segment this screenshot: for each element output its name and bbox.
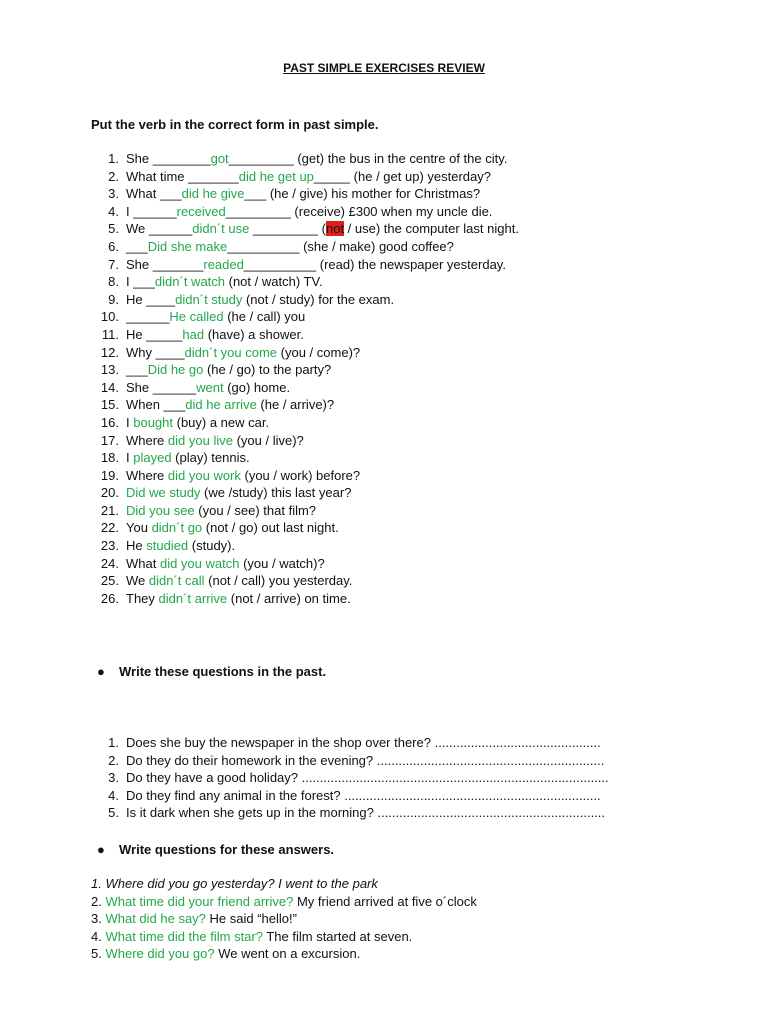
answer-text: didn´t call [148, 573, 205, 589]
item-prefix: I [126, 450, 134, 466]
list-item [91, 590, 519, 608]
item-number: 15. [100, 397, 119, 413]
answer-text: didn´t study [175, 291, 243, 307]
answer-text: had [182, 326, 205, 342]
item-text [126, 555, 325, 573]
item-suffix: _________ (receive) £300 when my uncle die. [225, 203, 493, 219]
list-item [91, 752, 609, 770]
item-prefix: We ______ [126, 221, 193, 237]
item-prefix: We [126, 573, 149, 589]
answer-text: did you live [167, 432, 233, 448]
item-prefix: She ______ [126, 379, 197, 395]
exercise-2-list [91, 734, 609, 822]
answer-question: What time did the film star? [105, 928, 263, 944]
item-text [126, 379, 290, 397]
list-item [91, 555, 519, 573]
answer-text: did you work [167, 467, 241, 483]
item-text [126, 168, 491, 186]
item-text [126, 220, 519, 238]
answer-text: Did you see [126, 502, 195, 518]
item-number: 14. [100, 379, 119, 395]
item-text [126, 256, 506, 274]
item-text [126, 326, 304, 344]
list-item [91, 928, 477, 946]
answer-text: didn´t arrive [158, 590, 228, 606]
item-text [126, 432, 304, 450]
item-prefix: I [126, 414, 134, 430]
item-suffix: _____ (he / get up) yesterday? [313, 168, 491, 184]
highlighted-word: not [325, 221, 345, 237]
example-answer: 1. Where did you go yesterday? I went to the park [91, 876, 378, 891]
item-text [126, 519, 339, 537]
item-text [126, 203, 492, 221]
question-text: Is it dark when she gets up in the morning? ............................................................... [126, 805, 606, 821]
item-text [126, 572, 352, 590]
list-item [91, 910, 477, 928]
item-suffix: (buy) a new car. [173, 414, 270, 430]
item-text [126, 502, 316, 520]
item-number: 5. [108, 221, 119, 237]
item-suffix: __________ (read) the newspaper yesterday. [243, 256, 506, 272]
item-number: 18. [100, 450, 119, 466]
answer-text: Did we study [126, 485, 201, 501]
item-number: 3. [108, 186, 119, 202]
item-suffix: (you / watch)? [239, 555, 325, 571]
item-text [126, 150, 507, 168]
item-suffix: (not / watch) TV. [225, 274, 323, 290]
page-title: PAST SIMPLE EXERCISES REVIEW [283, 61, 485, 75]
answer-text: studied [146, 538, 189, 554]
list-item [91, 238, 519, 256]
list-item [91, 734, 609, 752]
item-number: 1. [108, 735, 119, 750]
item-suffix: (not / study) for the exam. [242, 291, 395, 307]
item-text [126, 291, 394, 309]
answer-text: received [176, 203, 226, 219]
answer-text: did you watch [159, 555, 240, 571]
item-number: 10. [100, 309, 119, 325]
list-item [91, 572, 519, 590]
list-item [91, 769, 609, 787]
item-prefix: What ___ [126, 186, 182, 202]
list-item [91, 150, 519, 168]
exercise-2-heading-text: Write these questions in the past. [119, 664, 327, 679]
item-suffix: __________ (she / make) good coffee? [227, 238, 454, 254]
item-number: 6. [108, 238, 119, 254]
exercise-3-heading [97, 841, 335, 859]
item-suffix: (you / work) before? [240, 467, 361, 483]
item-number: 24. [100, 555, 119, 571]
item-number: 2. [91, 893, 106, 909]
list-item [91, 256, 519, 274]
item-prefix: He ____ [126, 291, 176, 307]
list-item [91, 519, 519, 537]
list-item [91, 893, 477, 911]
item-prefix: Where [126, 467, 168, 483]
exercise-3-list [91, 875, 477, 963]
item-prefix: What [126, 555, 160, 571]
item-text [126, 185, 480, 203]
item-suffix: (not / call) you yesterday. [204, 573, 353, 589]
list-item [91, 787, 609, 805]
item-suffix: (have) a shower. [204, 326, 304, 342]
item-number: 3. [91, 911, 106, 927]
answer-text: He called [169, 309, 224, 325]
item-suffix: (we /study) this last year? [200, 485, 352, 501]
item-suffix: (not / arrive) on time. [227, 590, 351, 606]
item-number: 17. [100, 432, 119, 448]
item-number: 19. [100, 467, 119, 483]
list-item [91, 945, 477, 963]
question-text: Does she buy the newspaper in the shop over there? .............................................. [126, 735, 601, 750]
item-prefix: What time _______ [126, 168, 239, 184]
item-number: 11. [101, 326, 119, 342]
item-prefix: ___ [126, 238, 148, 254]
item-text [126, 537, 235, 555]
item-text [126, 590, 351, 608]
given-answer: My friend arrived at five o´clock [293, 893, 477, 909]
list-item [91, 467, 519, 485]
bullet-icon: ● [97, 664, 105, 679]
item-prefix: ______ [126, 309, 170, 325]
item-suffix: (you / come)? [277, 344, 361, 360]
item-suffix: (he / call) you [223, 309, 306, 325]
item-number: 9. [108, 291, 119, 307]
item-prefix: He [126, 538, 147, 554]
list-item [91, 414, 519, 432]
item-prefix: When ___ [126, 397, 186, 413]
answer-text: didn´t go [151, 520, 203, 536]
answer-question: What did he say? [105, 911, 206, 927]
item-prefix: Why ____ [126, 344, 185, 360]
item-number: 23. [100, 538, 119, 554]
list-item [91, 308, 519, 326]
answer-text: did he arrive [185, 397, 257, 413]
item-prefix: Where [126, 432, 168, 448]
answer-text: Did she make [147, 238, 228, 254]
item-suffix: (study). [188, 538, 236, 554]
item-number: 16. [100, 414, 119, 430]
list-item [91, 449, 519, 467]
bullet-icon: ● [97, 842, 105, 857]
item-number: 13. [100, 362, 119, 378]
item-number: 20. [100, 485, 119, 501]
item-text [126, 484, 351, 502]
item-suffix: (he / go) to the party? [203, 362, 332, 378]
item-number: 7. [108, 256, 119, 272]
answer-text: bought [133, 414, 173, 430]
answer-text: went [196, 379, 224, 395]
given-answer: The film started at seven. [262, 928, 413, 944]
answer-text: got [210, 151, 229, 166]
item-number: 26. [100, 590, 119, 606]
list-item [91, 502, 519, 520]
answer-text: did he get up [238, 168, 314, 184]
item-number: 12. [100, 344, 119, 360]
answer-text: did he give [181, 186, 245, 202]
given-answer: He said “hello!” [205, 911, 297, 927]
question-text: Do they have a good holiday? ..................................................................................... [126, 770, 609, 786]
answer-text: didn´t use [192, 221, 250, 237]
exercise-3-heading-text: Write questions for these answers. [119, 842, 335, 857]
item-text [126, 273, 323, 291]
list-item [91, 291, 519, 309]
list-item [91, 203, 519, 221]
list-item [91, 361, 519, 379]
item-text [126, 396, 334, 414]
exercise-1-heading: Put the verb in the correct form in past simple. [91, 117, 379, 132]
item-prefix: They [126, 590, 159, 606]
item-number: 8. [108, 274, 119, 290]
item-number: 5. [91, 946, 106, 962]
answer-text: didn´t watch [154, 274, 226, 290]
item-number: 1. [108, 151, 119, 166]
item-suffix: (you / live)? [232, 432, 304, 448]
item-number: 22. [100, 520, 119, 536]
answer-question: What time did your friend arrive? [105, 893, 294, 909]
item-number: 21. [100, 502, 119, 518]
item-number: 4. [108, 787, 119, 803]
list-item [91, 273, 519, 291]
list-item [91, 875, 477, 893]
list-item [91, 804, 609, 822]
item-suffix-2: / use) the computer last night. [344, 221, 519, 237]
item-text [126, 414, 269, 432]
list-item [91, 396, 519, 414]
question-text: Do they do their homework in the evening? ............................................................... [126, 752, 605, 768]
item-prefix: I ______ [126, 203, 177, 219]
item-text [126, 308, 305, 326]
given-answer: We went on a excursion. [214, 946, 361, 962]
item-number: 3. [108, 770, 119, 786]
list-item [91, 484, 519, 502]
item-prefix: I ___ [126, 274, 155, 290]
list-item [91, 168, 519, 186]
item-suffix: (go) home. [223, 379, 291, 395]
list-item [91, 432, 519, 450]
list-item [91, 326, 519, 344]
answer-text: played [133, 450, 172, 466]
item-suffix: (you / see) that film? [194, 502, 317, 518]
item-prefix: She _______ [126, 256, 204, 272]
list-item [91, 344, 519, 362]
answer-text: didn´t you come [184, 344, 278, 360]
item-suffix: _________ (get) the bus in the centre of the city. [228, 151, 508, 166]
item-prefix: He _____ [126, 326, 183, 342]
item-number: 2. [108, 168, 119, 184]
exercise-1-list [91, 150, 519, 607]
item-text [126, 449, 250, 467]
item-suffix: (he / arrive)? [256, 397, 335, 413]
item-number: 5. [108, 805, 119, 821]
item-text [126, 238, 454, 256]
answer-text: readed [203, 256, 244, 272]
item-suffix: _________ ( [249, 221, 326, 237]
item-suffix: ___ (he / give) his mother for Christmas? [244, 186, 481, 202]
item-text [126, 344, 360, 362]
item-text [126, 467, 360, 485]
list-item [91, 185, 519, 203]
item-prefix: ___ [126, 362, 148, 378]
question-text: Do they find any animal in the forest? ....................................................................... [126, 787, 601, 803]
item-suffix: (not / go) out last night. [202, 520, 339, 536]
item-number: 2. [108, 752, 119, 768]
item-prefix: You [126, 520, 152, 536]
item-number: 4. [91, 928, 106, 944]
answer-text: Did he go [147, 362, 204, 378]
item-suffix: (play) tennis. [171, 450, 250, 466]
exercise-2-heading [97, 663, 327, 681]
answer-question: Where did you go? [105, 946, 215, 962]
item-text [126, 361, 331, 379]
list-item [91, 220, 519, 238]
item-number: 25. [100, 573, 119, 589]
list-item [91, 537, 519, 555]
list-item [91, 379, 519, 397]
item-prefix: She ________ [126, 151, 211, 166]
item-number: 4. [108, 203, 119, 219]
